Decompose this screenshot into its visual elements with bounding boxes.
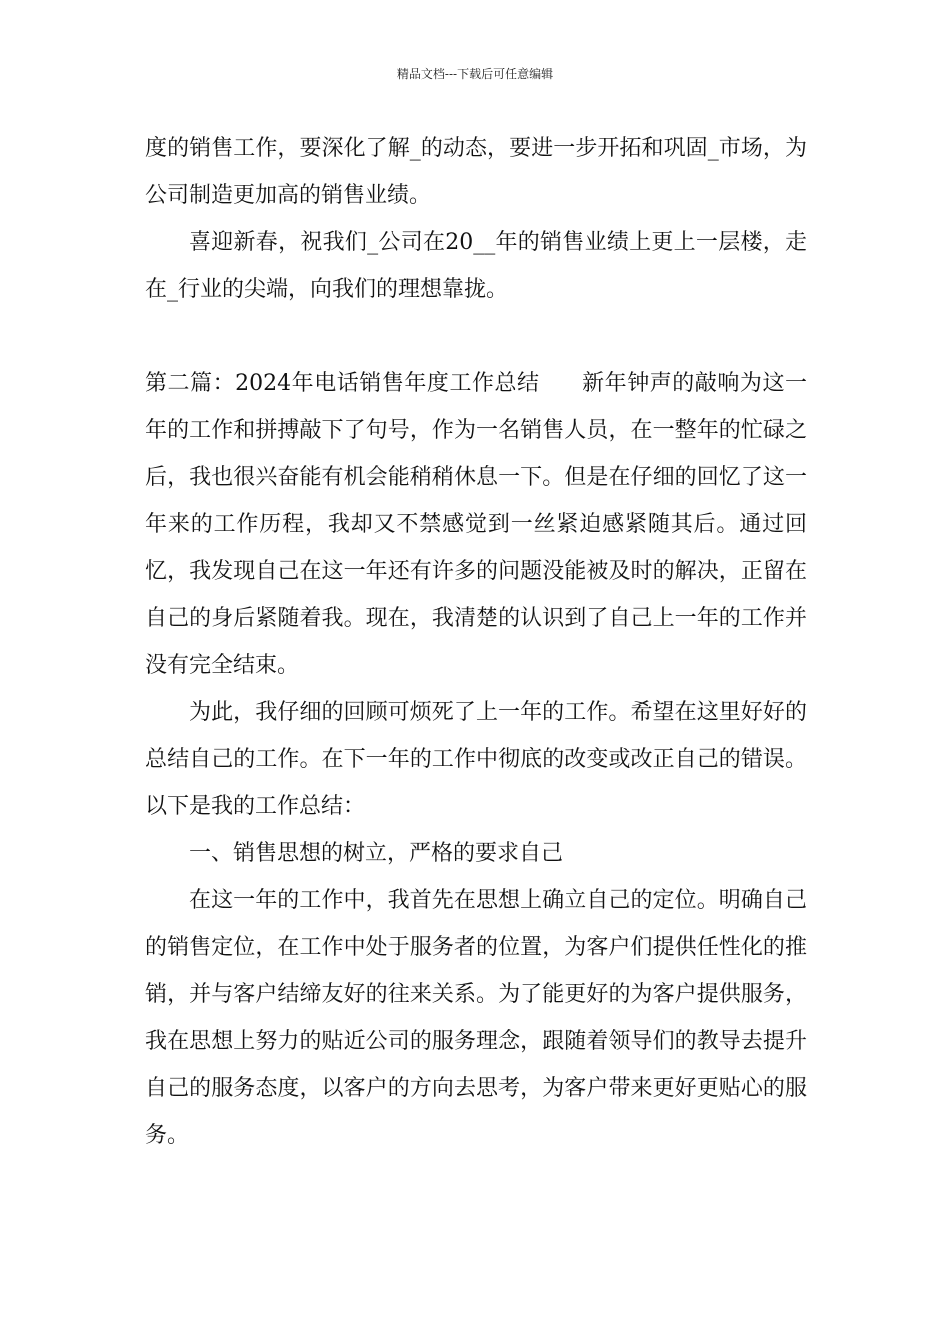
paragraph-2: 喜迎新春，祝我们_公司在20__年的销售业绩上更上一层楼，走在_行业的尖端，向我们的理想靠拢。 <box>145 230 807 302</box>
paragraph-4: 为此，我仔细的回顾可烦死了上一年的工作。希望在这里好好的总结自己的工作。在下一年的工作中彻底的改变或改正自己的错误。以下是我的工作总结： <box>145 700 807 819</box>
paragraph-3 <box>145 360 807 689</box>
paragraph-spacer <box>145 313 807 360</box>
paragraph-1: 度的销售工作，要深化了解_的动态，要进一步开拓和巩固_市场，为公司制造更加高的销售业绩。 <box>145 136 807 208</box>
document-body <box>145 125 807 1159</box>
subheading-1: 一、销售思想的树立，严格的要求自己 <box>189 841 564 866</box>
paragraph-6: 在这一年的工作中，我首先在思想上确立自己的定位。明确自己的销售定位，在工作中处于服务者的位置，为客户们提供任性化的推销，并与客户结缔友好的往来关系。为了能更好的为客户提供服务，我在思想上努力的贴近公司的服务理念，跟随着领导们的教导去提升自己的服务态度，以客户的方向去思考，为客户带来更好更贴心的服务。 <box>145 888 807 1148</box>
paragraph-3-body: 新年钟声的敲响为这一年的工作和拼搏敲下了句号，作为一名销售人员，在一整年的忙碌之后，我也很兴奋能有机会能稍稍休息一下。但是在仔细的回忆了这一年来的工作历程，我却又不禁感觉到一丝紧迫感紧随其后。通过回忆，我发现自己在这一年还有许多的问题没能被及时的解决，正留在自己的身后紧随着我。现在，我清楚的认识到了自己上一年的工作并没有完全结束。 <box>145 371 807 678</box>
section-title: 第二篇：2024年电话销售年度工作总结 <box>145 371 540 396</box>
page-header: 精品文档---下载后可任意编辑 <box>396 67 554 81</box>
